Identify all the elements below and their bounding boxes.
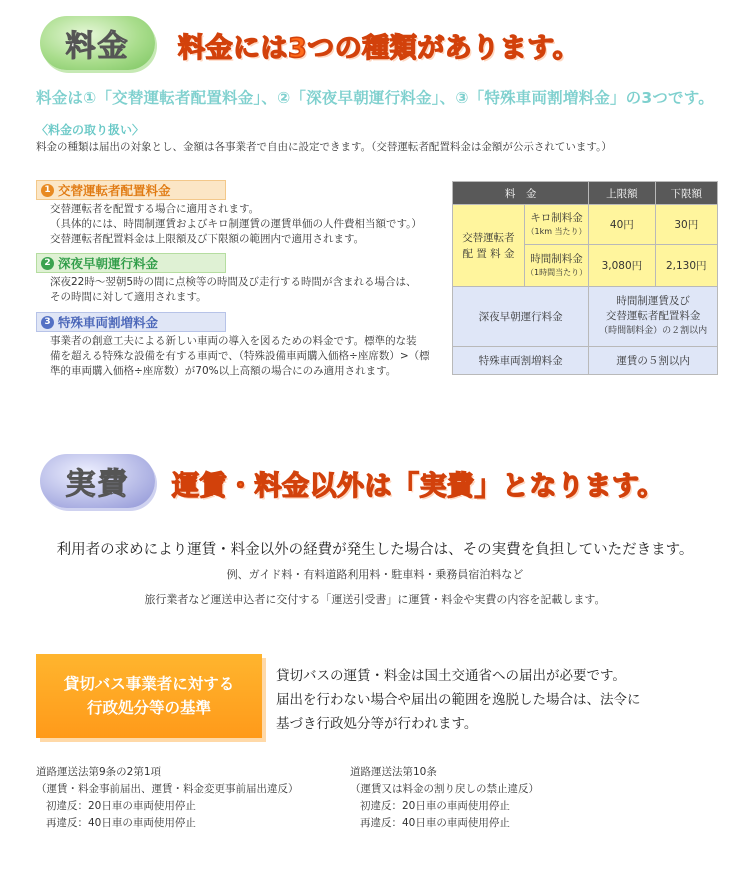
fee-table-km-label: キロ制料金 （1km 当たり）	[524, 205, 588, 245]
fee-table-km-upper: 40円	[589, 205, 655, 245]
fee-item-1-text: 交替運転者を配置する場合に適用されます。 （具体的には、時間制運賃およびキロ制運賃の運賃単価の人件費相当額です。） 交替運転者配置料金は上限額及び下限額の範囲内で適用されます。	[50, 203, 422, 245]
fee-handling-heading: 〈料金の取り扱い〉	[36, 123, 145, 137]
fee-table-time-label: 時間制料金 （1時間当たり）	[524, 245, 588, 287]
admin-notice: 貸切バスの運賃・料金は国土交通省への届出が必要です。 届出を行わない場合や届出の範囲を逸脱した場合は、法令に 基づき行政処分等が行われます。	[276, 668, 641, 732]
fee-table-night-label: 深夜早朝運行料金	[453, 287, 589, 347]
fee-item-3-title: 3 特殊車両割増料金	[36, 312, 226, 332]
law-right: 道路運送法第10条 （運賃又は料金の割り戻しの禁止違反） 初違反：20日車の車両使用停止 再違反：40日車の車両使用停止	[350, 766, 539, 829]
fee-headline: 料金には3つの種類があります。	[178, 33, 581, 64]
fee-table-km-lower: 30円	[655, 205, 717, 245]
fee-table-special-value: 運賃の５割以内	[589, 347, 718, 375]
fee-item-3-text: 事業者の創意工夫による新しい車両の導入を図るための料金です。標準的な装 備を超える特殊な設備を有する車両で、（特殊設備車両購入価格÷座席数）>（標 準的車両購入価格÷座席数）が70%以上高額の場合にのみ適用されます。	[50, 335, 430, 377]
fee-item-2-title: 2 深夜早朝運行料金	[36, 253, 226, 273]
actual-example: 例、ガイド料・有料道路利用料・駐車料・乗務員宿泊料など	[226, 568, 524, 581]
fee-item-2-text: 深夜22時〜翌朝5時の間に点検等の時間及び走行する時間が含まれる場合は、 その時間に対して適用されます。	[50, 276, 417, 303]
actual-note: 旅行業者など運送申込者に交付する「運送引受書」に運賃・料金や実費の内容を記載します。	[144, 593, 606, 606]
fee-intro: 料金は①「交替運転者配置料金」、②「深夜早朝運行料金」、③「特殊車両割増料金」の3つです。	[36, 89, 714, 107]
actual-headline: 運賃・料金以外は「実費」となります。	[172, 471, 665, 502]
fee-table-header-fee: 料 金	[453, 182, 589, 205]
fee-item-1-title: 1 交替運転者配置料金	[36, 180, 226, 200]
fee-table-special-label: 特殊車両割増料金	[453, 347, 589, 375]
fee-table-header-lower: 下限額	[655, 182, 717, 205]
fee-table-header-upper: 上限額	[589, 182, 655, 205]
actual-section-badge: 実費	[40, 454, 155, 508]
fee-table-night-value: 時間制運賃及び 交替運転者配置料金 （時間制料金）の２割以内	[589, 287, 718, 347]
number-2-icon: 2	[41, 257, 54, 270]
number-3-icon: 3	[41, 316, 54, 329]
fee-table-time-upper: 3,080円	[589, 245, 655, 287]
law-left: 道路運送法第9条の2第1項 （運賃・料金事前届出、運賃・料金変更事前届出違反） 初違反：20日車の車両使用停止 再違反：40日車の車両使用停止	[36, 766, 299, 829]
fee-table-driver-label: 交替運転者 配 置 料 金	[453, 205, 525, 287]
actual-main-text: 利用者の求めにより運賃・料金以外の経費が発生した場合は、その実費を負担していただきます。	[56, 542, 694, 558]
number-1-icon: 1	[41, 184, 54, 197]
fee-section-badge: 料金	[40, 16, 155, 70]
fee-table	[452, 181, 718, 375]
fee-table-time-lower: 2,130円	[655, 245, 717, 287]
fee-handling-text: 料金の種類は届出の対象とし、金額は各事業者で自由に設定できます。（交替運転者配置料金は金額が公示されています。）	[36, 141, 612, 153]
admin-disposition-box: 貸切バス事業者に対する 行政処分等の基準	[36, 654, 262, 738]
